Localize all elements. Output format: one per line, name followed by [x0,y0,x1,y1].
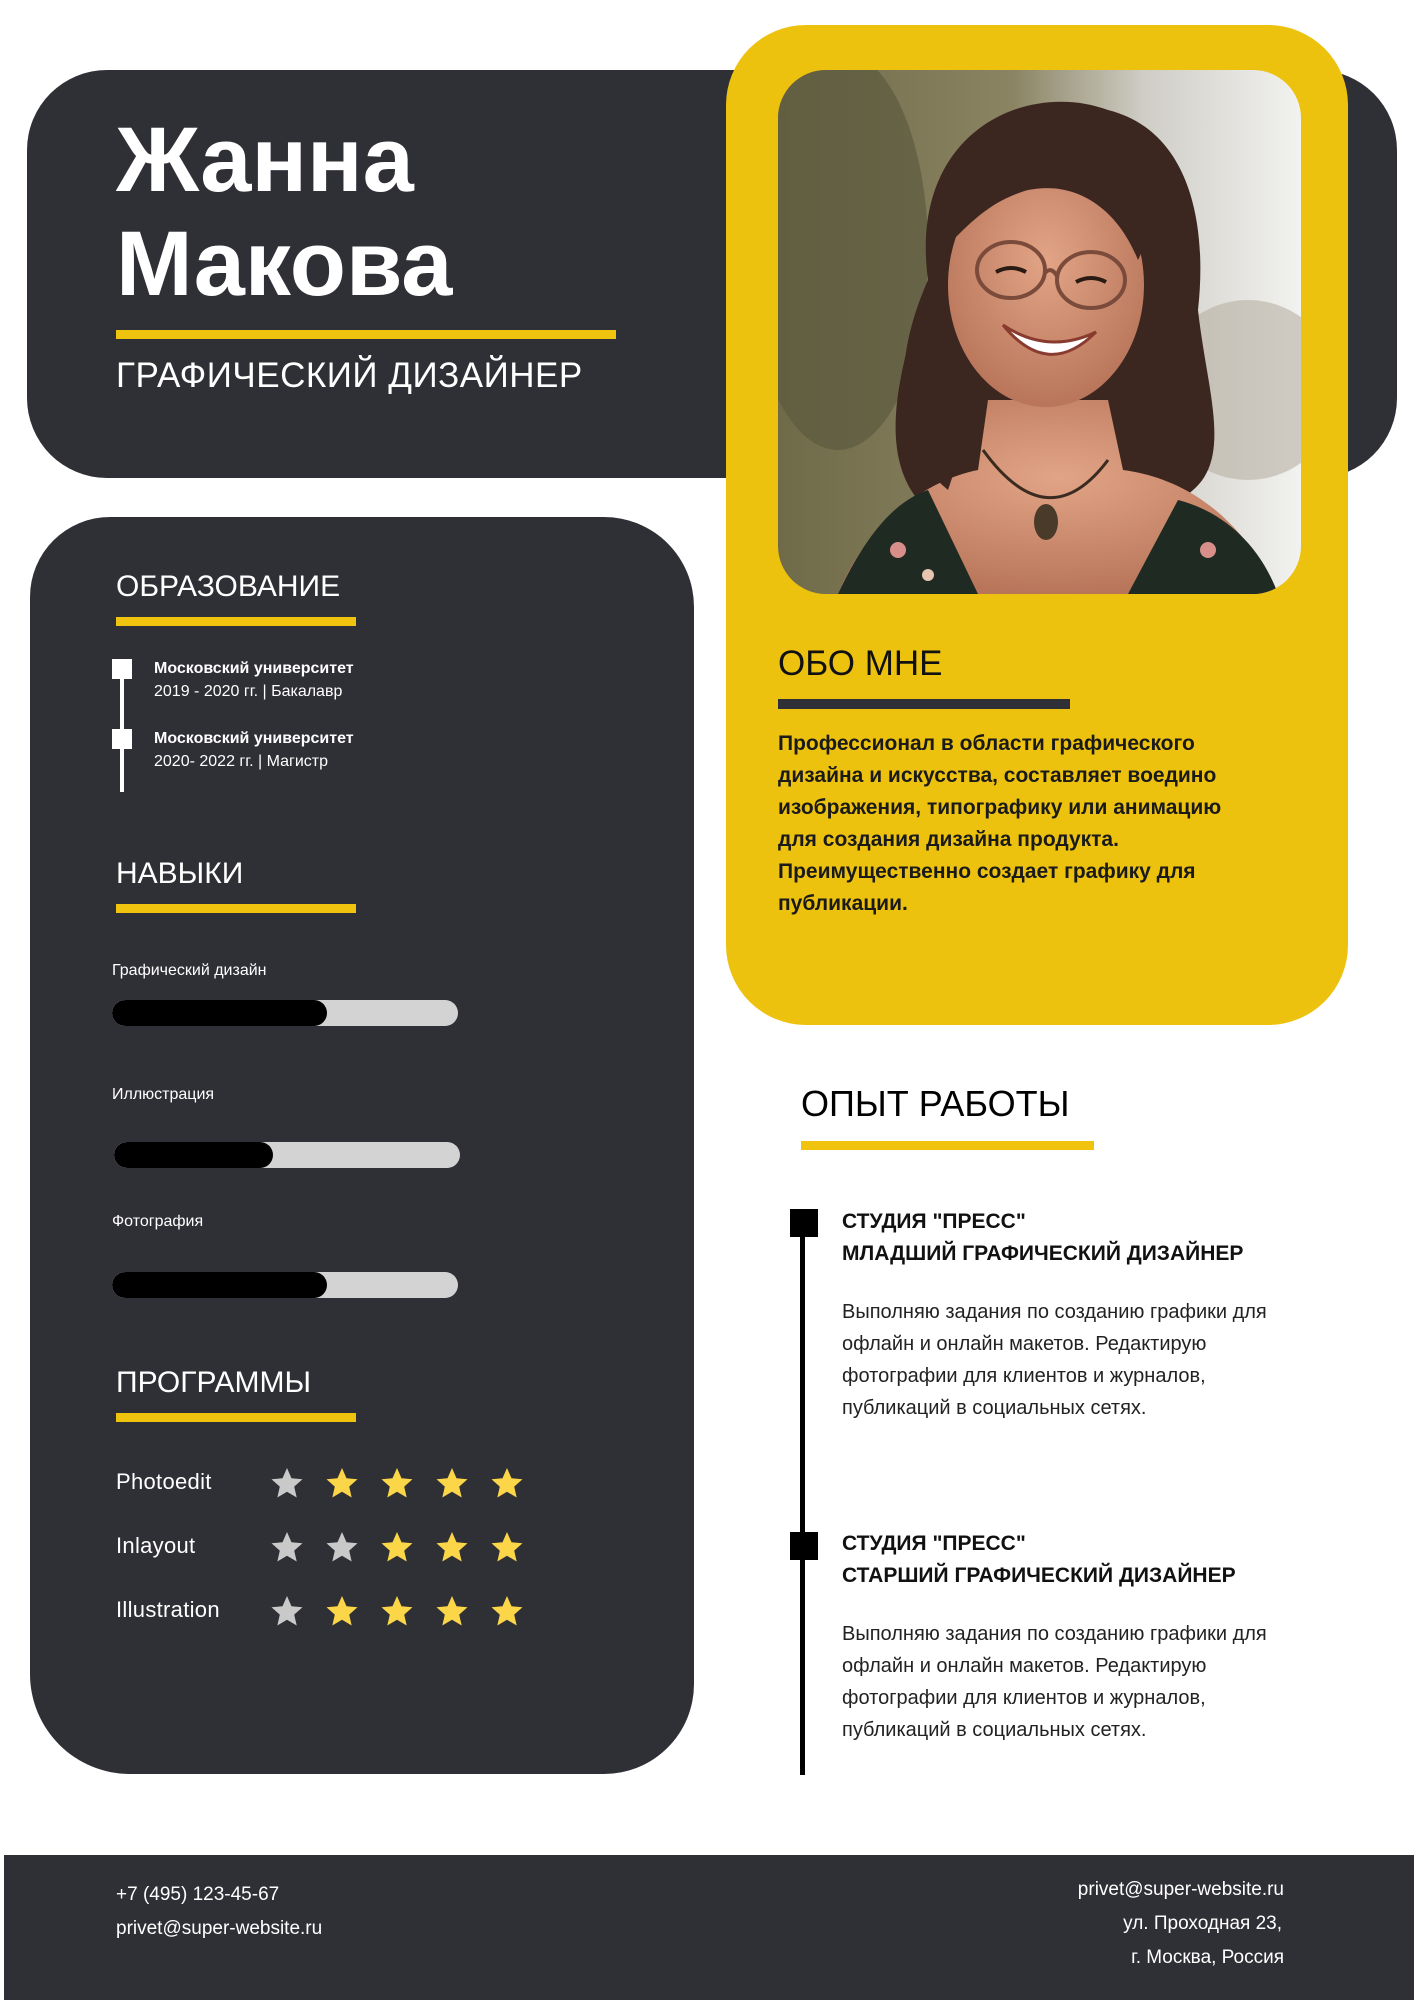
star-empty-icon [270,1467,304,1499]
program-rating [270,1467,524,1499]
star-empty-icon [325,1531,359,1563]
education-details: 2020- 2022 гг. | Магистр [154,753,329,770]
skill-label: Графический дизайн [112,962,267,979]
timeline-marker [790,1532,818,1560]
skill-bar-fill [112,1272,327,1298]
star-filled-icon [435,1531,469,1563]
skill-label: Фотография [112,1213,204,1230]
experience-position: МЛАДШИЙ ГРАФИЧЕСКИЙ ДИЗАЙНЕР [842,1242,1244,1265]
program-label: Inlayout [116,1533,196,1558]
person-name: Жанна Макова [116,109,453,315]
footer-address-street: ул. Проходная 23, [1123,1913,1282,1934]
program-label: Illustration [116,1597,220,1622]
education-heading: ОБРАЗОВАНИЕ [116,570,341,603]
star-filled-icon [435,1467,469,1499]
skill-label: Иллюстрация [112,1086,215,1103]
star-filled-icon [490,1531,524,1563]
education-institution: Московский университет [154,730,354,747]
name-underline [116,330,616,339]
job-title: ГРАФИЧЕСКИЙ ДИЗАЙНЕР [116,356,583,395]
footer-email[interactable]: privet@super-website.ru [116,1918,323,1939]
about-text: Профессионал в области графического дизайна и искусства, составляет воедино изображения, типографику или анимацию для создания дизайна продукта. Преимущественно создает графику для публикации. [778,732,1222,915]
skill-bar-fill [112,1000,327,1026]
skill-bar [112,1272,458,1298]
skills-underline [116,904,356,913]
star-filled-icon [380,1595,414,1627]
education-institution: Московский университет [154,660,354,677]
program-rating [270,1531,524,1563]
profile-photo [778,70,1301,594]
footer-email-right[interactable]: privet@super-website.ru [1077,1879,1284,1900]
star-filled-icon [325,1467,359,1499]
skill-bar [114,1142,460,1168]
timeline-marker [790,1209,818,1237]
experience-timeline [800,1210,805,1775]
about-underline [778,699,1070,709]
skill-bar-fill [114,1142,273,1168]
education-timeline [120,664,124,792]
about-heading: ОБО МНЕ [778,644,943,683]
experience-heading: ОПЫТ РАБОТЫ [801,1083,1070,1124]
experience-description: Выполняю задания по созданию графики для офлайн и онлайн макетов. Редактирую фотографии для клиентов и журналов, публикаций в социальных сетях. [842,1623,1267,1741]
timeline-marker [112,659,132,679]
education-underline [116,617,356,626]
program-label: Photoedit [116,1469,212,1494]
programs-heading: ПРОГРАММЫ [116,1366,312,1399]
star-empty-icon [270,1595,304,1627]
star-filled-icon [380,1467,414,1499]
footer-phone[interactable]: +7 (495) 123-45-67 [116,1884,280,1905]
experience-underline [801,1141,1094,1150]
star-empty-icon [270,1531,304,1563]
profile-photo-image [778,70,1301,594]
experience-company: СТУДИЯ "ПРЕСС" [842,1210,1026,1233]
timeline-marker [112,729,132,749]
star-filled-icon [380,1531,414,1563]
footer-address-city: г. Москва, Россия [1131,1947,1284,1968]
star-filled-icon [490,1595,524,1627]
experience-description: Выполняю задания по созданию графики для офлайн и онлайн макетов. Редактирую фотографии для клиентов и журналов, публикаций в социальных сетях. [842,1301,1267,1419]
experience-position: СТАРШИЙ ГРАФИЧЕСКИЙ ДИЗАЙНЕР [842,1564,1236,1587]
skill-bar [112,1000,458,1026]
education-details: 2019 - 2020 гг. | Бакалавр [154,683,343,700]
skills-heading: НАВЫКИ [116,857,244,890]
star-filled-icon [435,1595,469,1627]
star-filled-icon [490,1467,524,1499]
program-rating [270,1595,524,1627]
experience-company: СТУДИЯ "ПРЕСС" [842,1532,1026,1555]
star-filled-icon [325,1595,359,1627]
programs-underline [116,1413,356,1422]
